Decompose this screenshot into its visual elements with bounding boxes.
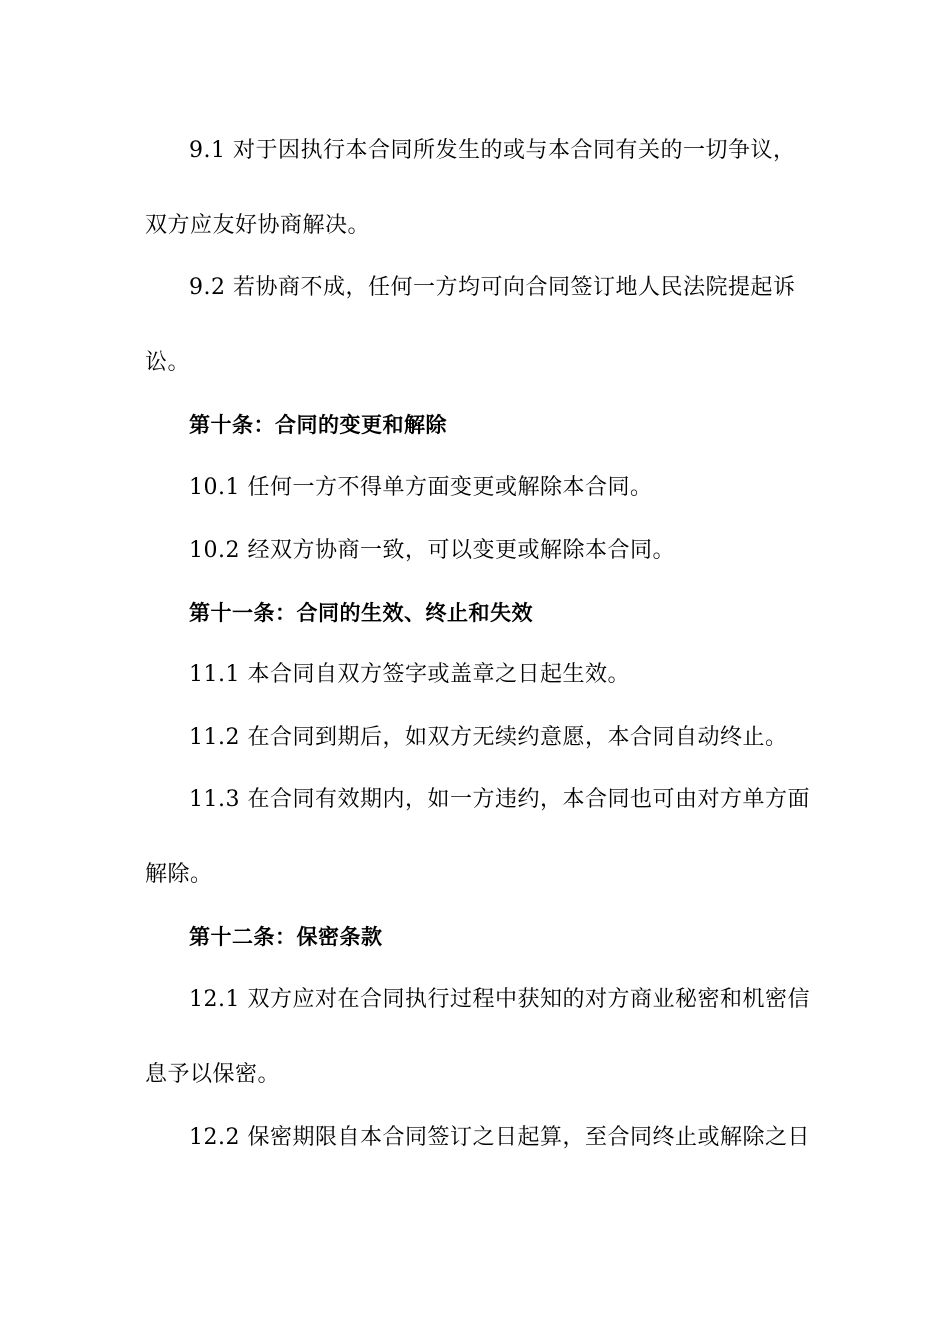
clause-11-3-line-1: 11.3 在合同有效期内，如一方违约，本合同也可由对方单方面 [189, 787, 810, 812]
article-10-heading: 第十条：合同的变更和解除 [189, 413, 447, 437]
clause-12-1-line-1: 12.1 双方应对在合同执行过程中获知的对方商业秘密和机密信 [189, 987, 810, 1012]
clause-9-2-line-2: 讼。 [145, 350, 191, 375]
clause-11-3-line-2: 解除。 [145, 862, 213, 887]
article-11-heading: 第十一条：合同的生效、终止和失效 [189, 601, 533, 625]
clause-11-2: 11.2 在合同到期后，如双方无续约意愿，本合同自动终止。 [189, 725, 788, 750]
clause-10-2: 10.2 经双方协商一致，可以变更或解除本合同。 [189, 538, 675, 563]
clause-12-1-line-2: 息予以保密。 [145, 1062, 281, 1087]
clause-9-2-line-1: 9.2 若协商不成，任何一方均可向合同签订地人民法院提起诉 [189, 275, 796, 300]
clause-9-1-line-2: 双方应友好协商解决。 [145, 213, 371, 238]
clause-10-1: 10.1 任何一方不得单方面变更或解除本合同。 [189, 475, 653, 500]
clause-9-1-line-1: 9.1 对于因执行本合同所发生的或与本合同有关的一切争议， [189, 138, 796, 163]
article-12-heading: 第十二条：保密条款 [189, 925, 383, 949]
clause-11-1: 11.1 本合同自双方签字或盖章之日起生效。 [189, 662, 630, 687]
clause-12-2-line-1: 12.2 保密期限自本合同签订之日起算，至合同终止或解除之日 [189, 1125, 810, 1150]
